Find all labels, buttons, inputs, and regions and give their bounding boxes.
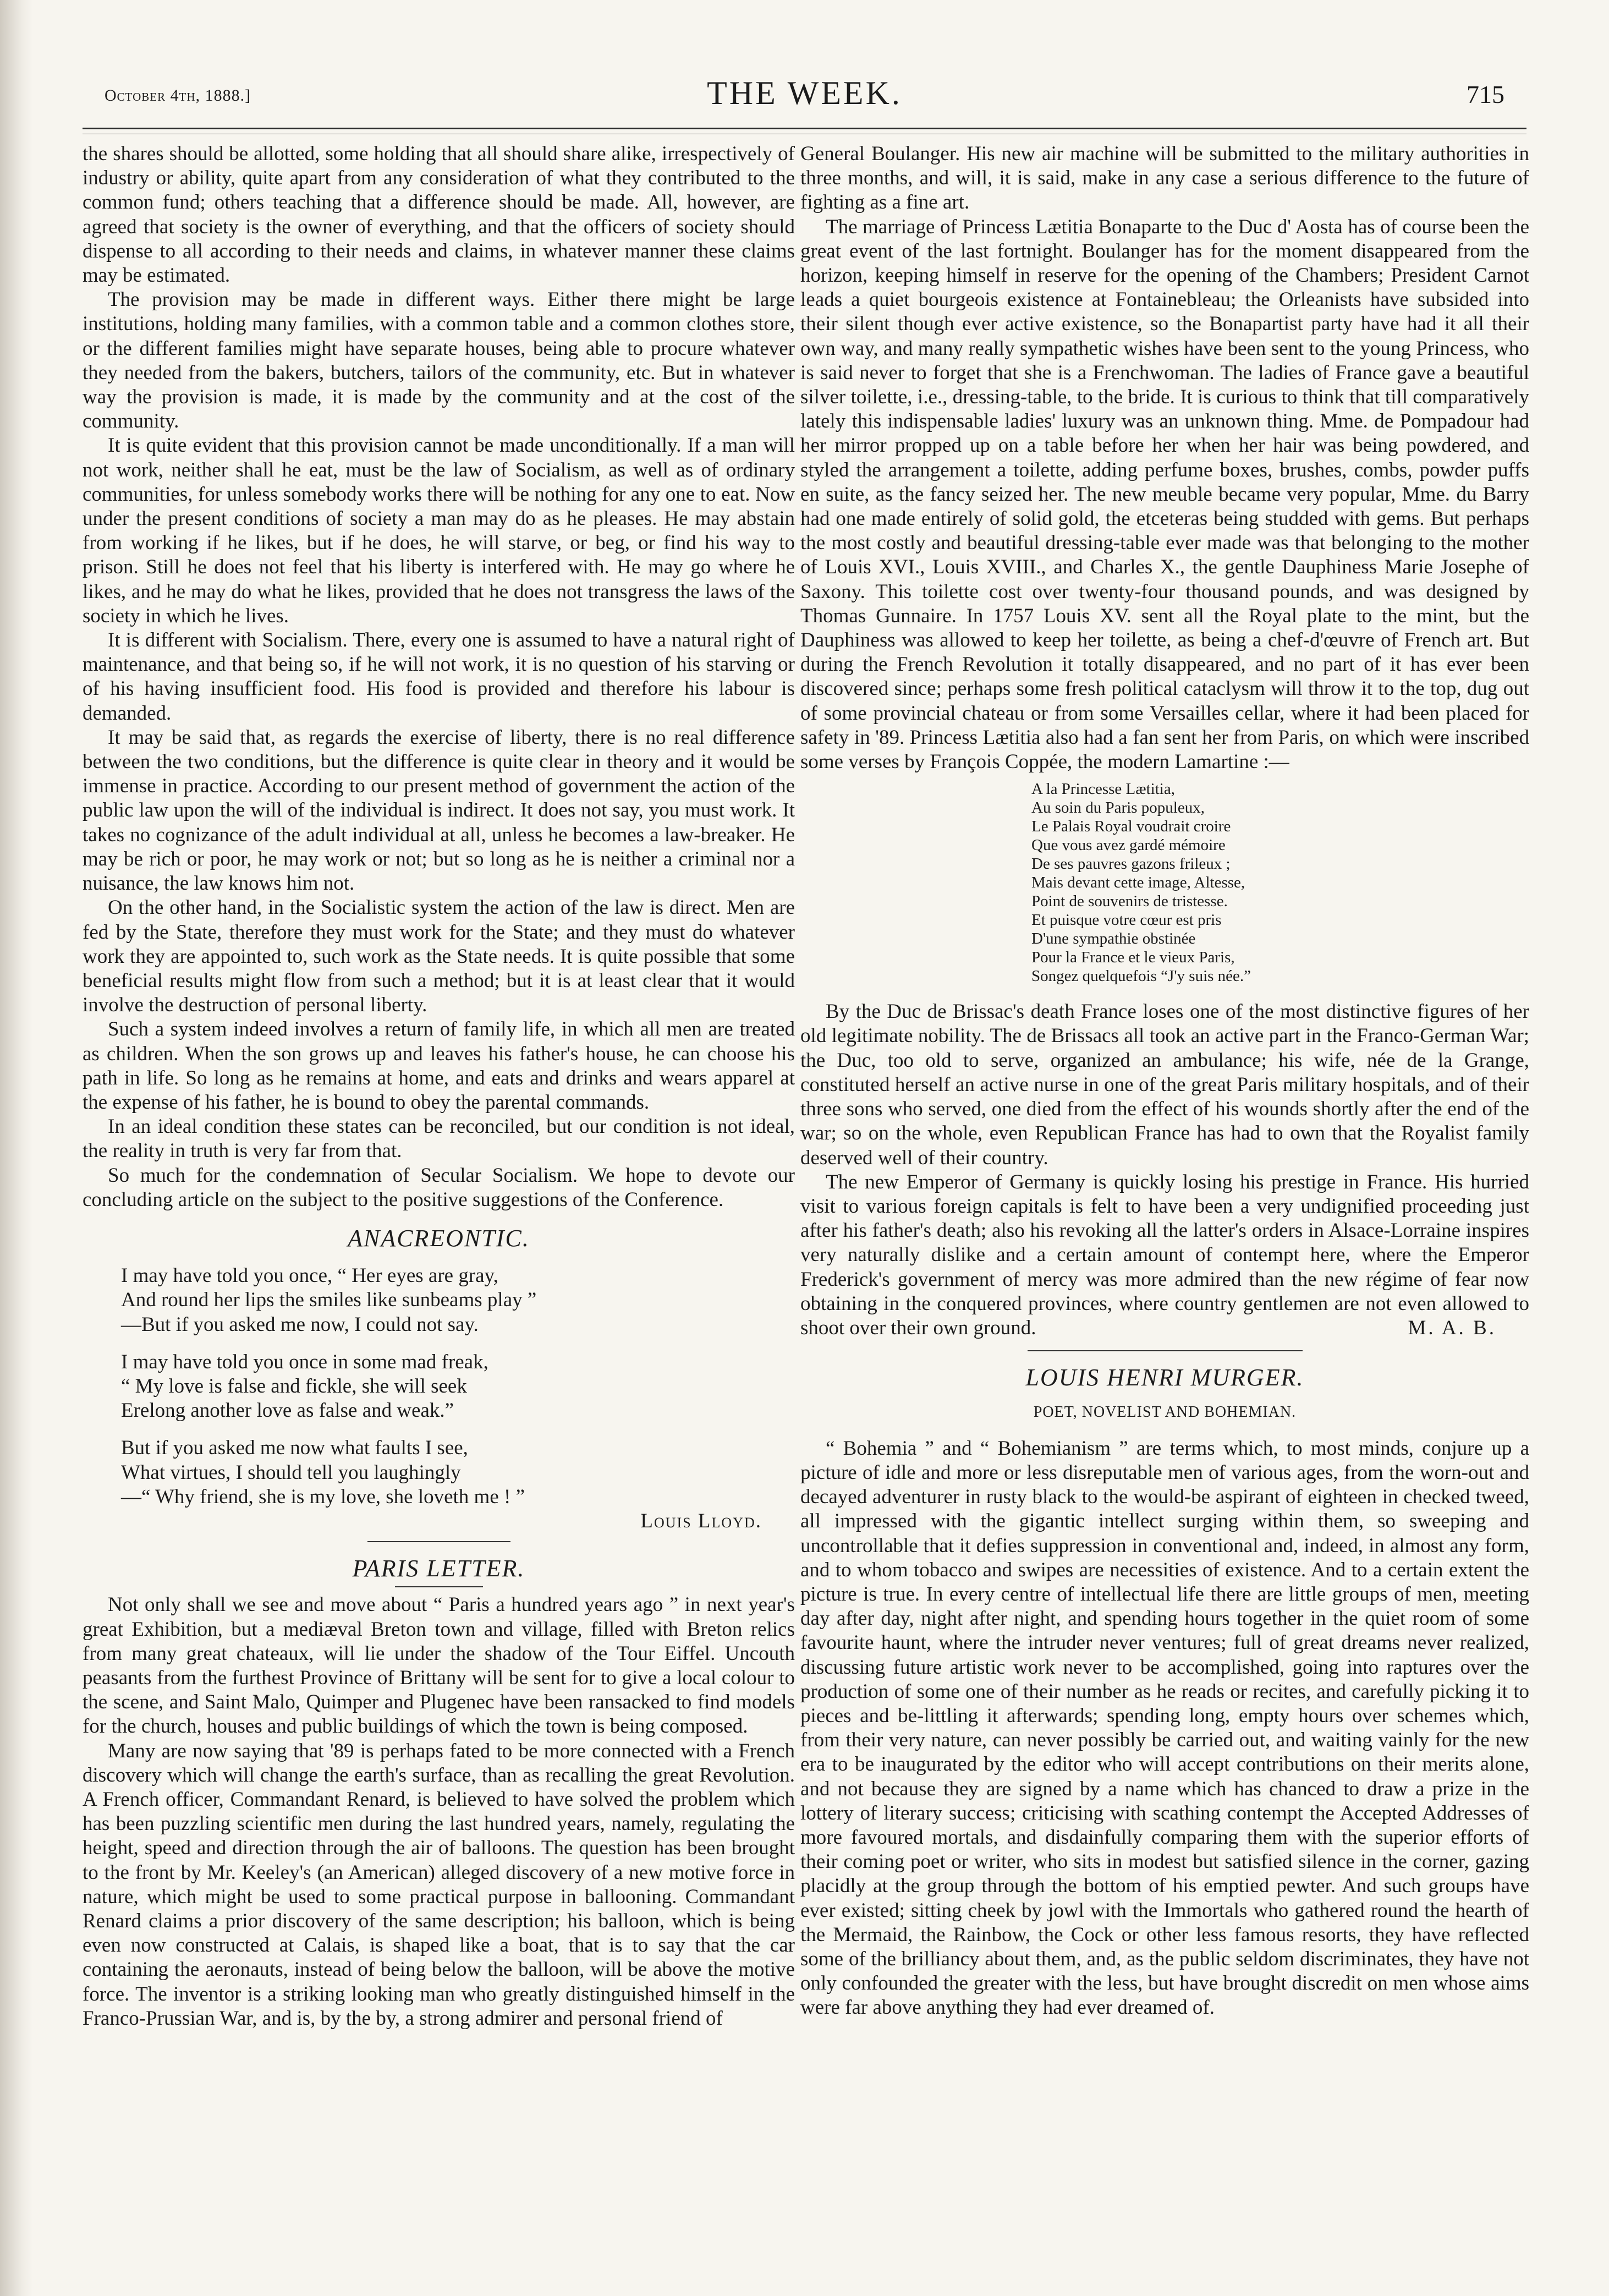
paris-letter-paragraph: Many are now saying that '89 is perhaps fated to be more connected with a French discovery which will change the earth's surface, than as recalling the great Revolution. A French officer, Commandant Renard, is believed to have solved the problem which has been puzzling scientific men during the last hundred years, namely, regulating the height, speed and direction through the air of balloons. The question has been brought to the front by Mr. Keeley's (an American) alleged discovery of a new motive force in nature, which might be used to some practical purpose in ballooning. Commandant Renard claims a prior discovery of the same description; his balloon, which is being even now constructed at Calais, is shaped like a boat, that is to say that the car containing the aeronauts, instead of being below the balloon, will be above the motive force. The inventor is a striking looking man who greatly distinguished himself in the Franco-Prussian War, and is, by the by, a strong admirer and personal friend of (83, 1739, 795, 2030)
socialism-paragraph: It is quite evident that this provision cannot be made unconditionally. If a man will not work, neither shall he eat, must be the law of Socialism, as well as of ordinary communities, for unless somebody works there will be nothing for any one to eat. Now under the present conditions of society a man may do as he pleases. He may abstain from working if he likes, but if he does, he will starve, or beg, or find his way to prison. Still he does not feel that his liberty is interfered with. He may go where he likes, and he may do what he likes, provided that he does not transgress the laws of the society in which he lives. (83, 434, 795, 627)
poem-stanza (121, 1264, 795, 1337)
poem-author: Louis Lloyd. (640, 1509, 762, 1532)
page-header (83, 74, 1526, 124)
left-column (83, 142, 795, 2031)
poem-stanza (121, 1350, 795, 1423)
section-divider (1028, 1350, 1303, 1351)
poem-line: What virtues, I should tell you laughingly (121, 1461, 461, 1484)
issue-date: October 4th, 1888.] (105, 86, 251, 105)
poem-line: “ My love is false and fickle, she will seek (121, 1374, 467, 1398)
anacreontic-title: ANACREONTIC. (348, 1224, 530, 1252)
verse-line: De ses pauvres gazons frileux ; (1031, 855, 1231, 873)
socialism-paragraph: On the other hand, in the Socialistic system the action of the law is direct. Men are fed by the State, therefore they must work for the State; and they must do whatever work they are appointed to, such work as the State needs. It is quite possible that some beneficial results might flow from such a method; but it is at least clear that it would involve the destruction of personal liberty. (83, 896, 795, 1017)
socialism-paragraph: It is different with Socialism. There, every one is assumed to have a natural right of maintenance, and that being so, if he will not work, it is no question of his starving or of his having insufficient food. His food is provided and therefore his labour is demanded. (83, 629, 795, 725)
verse-line: D'une sympathie obstinée (1031, 930, 1196, 948)
socialism-paragraph: Such a system indeed involves a return of family life, in which all men are treated as children. When the son grows up and leaves his father's house, he can choose his path in life. So long as he remains at home, and eats and drinks and wears apparel at the expense of his father, he is bound to obey the parental commands. (83, 1018, 795, 1114)
page-number: 715 (1467, 80, 1504, 108)
paris-letter-paragraph: General Boulanger. His new air machine will be submitted to the military authorities in three months, and will, it is said, make in any case a serious difference to the future of fighting as a fine art. (800, 143, 1529, 214)
socialism-paragraph: So much for the condemnation of Secular Socialism. We hope to devote our concluding article on the subject to the positive suggestions of the Conference. (83, 1164, 795, 1211)
title-underline (395, 1586, 483, 1587)
socialism-paragraph: In an ideal condition these states can be reconciled, but our condition is not ideal, the reality in truth is very far from that. (83, 1115, 795, 1163)
paris-letter-title: PARIS LETTER. (352, 1555, 525, 1582)
verse-line: Que vous avez gardé mémoire (1031, 836, 1226, 854)
verse-line: Songez quelquefois “J'y suis née.” (1031, 967, 1251, 985)
socialism-paragraph: It may be said that, as regards the exercise of liberty, there is no real difference between the two conditions, but the difference is quite clear in theory and it would be immense in practice. According to our present method of government the action of the public law upon the will of the individual is indirect. It does not say, you must work. It takes no cognizance of the adult individual at all, unless he becomes a law-breaker. He may be rich or poor, he may work or not; but so long as he is neither a criminal nor a nuisance, the law knows him not. (83, 726, 795, 895)
paris-letter-paragraph: The marriage of Princess Lætitia Bonaparte to the Duc d' Aosta has of course been the great event of the last fortnight. Boulanger has for the moment disappeared from the horizon, keeping himself in reserve for the opening of the Chambers; President Carnot leads a quiet bourgeois existence at Fontainebleau; the Orleanists have subsided into their silent though ever active existence, so the Bonapartist party have had it all their own way, and many really sympathetic wishes have been sent to the young Princess, who is said never to forget that she is a Frenchwoman. The ladies of France gave a beautiful silver toilette, i.e., dressing-table, to the bride. It is curious to think that till comparatively lately this indispensable ladies' luxury was an unknown thing. Mme. de Pompadour had her mirror propped up on a table before her when her hair was being powdered, and styled the arrangement a toilette, adding perfume boxes, brushes, combs, powder puffs en suite, as the fancy seized her. The new meuble became very popular, Mme. du Barry had one made entirely of solid gold, the etceteras being studded with gems. But perhaps the most costly and beautiful dressing-table ever made was that belonging to the mother of Louis XVI., Louis XVIII., and Charles X., the gentle Dauphiness Marie Josephe of Saxony. This toilette cost over twenty-four thousand pounds, and was designed by Thomas Gunnaire. In 1757 Louis XV. sent all the Royal plate to the mint, but the Dauphiness was allowed to keep her toilette, as being a chef-d'œuvre of French art. But during the French Revolution it totally disappeared, and no part of it has ever been discovered since; perhaps some fresh political cataclysm will throw it to the top, dug out of some provincial chateau or from some Versailles cellar, where it had been placed for safety in '89. Princess Lætitia also had a fan sent her from Paris, on which were inscribed some verses by François Coppée, the modern Lamartine :— (800, 215, 1529, 774)
poem-stanza (121, 1436, 795, 1509)
verse-line: Point de souvenirs de tristesse. (1031, 892, 1228, 911)
verse-line: Et puisque votre cœur est pris (1031, 911, 1222, 929)
anacreontic-poem (121, 1264, 795, 1509)
murger-paragraph: “ Bohemia ” and “ Bohemianism ” are terms which, to most minds, conjure up a picture of idle and more or less disreputable men of various ages, from the worn-out and decayed adventurer in rusty black to the would-be aspirant of eighteen in checked tweed, all impressed with the gigantic intellect surging within them, so sweeping and uncontrollable that it defies suppression in conventional and, indeed, in almost any form, and to whom tobacco and swipes are necessities of existence. And to a certain extent the picture is true. In every centre of intellectual life there are little groups of men, meeting day after day, night after night, and spending hours together in the quiet room of some favourite haunt, where the intruder never ventures; full of great dreams never realized, discussing future artistic work never to be accomplished, going into raptures over the production of some one of their number as he reads or recites, and carefully picking it to pieces and be-littling it afterwards; spending long, empty hours over schemes which, from their very nature, can never possibly be carried out, and waiting vainly for the new era to be inaugurated by the editor who will accept contributions on their merits alone, and not because they are signed by a name which has chanced to draw a prize in the lottery of literary success; criticising with scathing contempt the Accepted Addresses of more favoured mortals, and disdainfully comparing them with the superior efforts of their coming poet or writer, who sits in modest but satisfied silence in the corner, gazing placidly at the group through the bottom of his emptied pewter. And such groups have ever existed; sitting cheek by jowl with the Immortals who gathered round the hearth of the Mermaid, the Rainbow, the Cock or other less famous resorts, they have reflected some of the brilliancy about them, and, as the public seldom discriminates, they have not only confounded the greater with the less, but have brought discredit on men whose aims were far above anything they had ever dreamed of. (800, 1437, 1529, 2019)
poem-line: I may have told you once in some mad freak, (121, 1350, 488, 1373)
poem-line: Erelong another love as false and weak.” (121, 1399, 454, 1422)
poem-line: —But if you asked me now, I could not say. (121, 1313, 479, 1336)
paris-letter-paragraph: The new Emperor of Germany is quickly losing his prestige in France. His hurried visit to various foreign capitals is felt to have been a very undignified proceeding just after his father's death; also his revoking all the latter's orders in Alsace-Lorraine inspires very naturally dislike and a certain amount of contempt here, where the Emperor Frederick's government of mercy was more admired than the new régime of fear now obtaining in the conquered provinces, where country gentlemen are not even allowed to shoot over their own ground. (800, 1170, 1529, 1339)
paris-letter-signature: M. A. B. (1408, 1317, 1496, 1340)
murger-subtitle: POET, NOVELIST AND BOHEMIAN. (1033, 1403, 1297, 1421)
verse-line: A la Princesse Lætitia, (1031, 780, 1175, 798)
poem-line: —“ Why friend, she is my love, she loveth me ! ” (121, 1485, 525, 1508)
page-binding-shadow (0, 0, 33, 2296)
paris-letter-paragraph: By the Duc de Brissac's death France loses one of the most distinctive figures of her old legitimate nobility. The de Brissacs all took an active part in the Franco-German War; the Duc, too old to serve, organized an ambulance; his wife, née de la Grange, constituted herself an active nurse in one of the great Paris military hospitals, and of their three sons who served, one died from the effect of his wounds shortly after the end of the war; so on the whole, even Republican France has had to own that the Royalist family deserved well of their country. (800, 1000, 1529, 1169)
french-verse (1031, 780, 1529, 985)
poem-line: I may have told you once, “ Her eyes are gray, (121, 1264, 498, 1287)
socialism-paragraph: the shares should be allotted, some holding that all should share alike, irrespectively of industry or ability, quite apart from any consideration of what they contributed to the common fund; others teaching that a difference should be made. All, however, are agreed that society is the owner of everything, and that the officers of society should dispense to all according to their needs and claims, in whatever manner these claims may be estimated. (83, 143, 795, 287)
section-divider (367, 1541, 510, 1542)
poem-line: And round her lips the smiles like sunbeams play ” (121, 1289, 537, 1312)
verse-line: Pour la France et le vieux Paris, (1031, 949, 1235, 967)
verse-line: Mais devant cette image, Altesse, (1031, 874, 1245, 892)
murger-title: LOUIS HENRI MURGER. (1025, 1364, 1304, 1391)
verse-line: Le Palais Royal voudrait croire (1031, 818, 1231, 836)
header-double-rule (83, 128, 1526, 134)
socialism-paragraph: The provision may be made in different ways. Either there might be large institutions, holding many families, with a common table and a common clothes store, or the different families might have separate houses, being able to procure whatever they needed from the bakers, butchers, tailors of the community, etc. But in whatever way the provision is made, it is made by the community and at the cost of the community. (83, 288, 795, 433)
masthead-title: THE WEEK. (707, 75, 902, 111)
verse-line: Au soin du Paris populeux, (1031, 799, 1205, 817)
poem-line: But if you asked me now what faults I see, (121, 1437, 468, 1460)
paris-letter-paragraph: Not only shall we see and move about “ Paris a hundred years ago ” in next year's great Exhibition, but a mediæval Breton town and village, filled with Breton relics from many great chateaux, will lie under the shadow of the Tour Eiffel. Uncouth peasants from the furthest Province of Brittany will be sent for to give a local colour to the scene, and Saint Malo, Quimper and Plugenec have been ransacked to find models for the church, houses and public buildings of which the town is being composed. (83, 1593, 795, 1738)
right-column (800, 142, 1529, 2020)
